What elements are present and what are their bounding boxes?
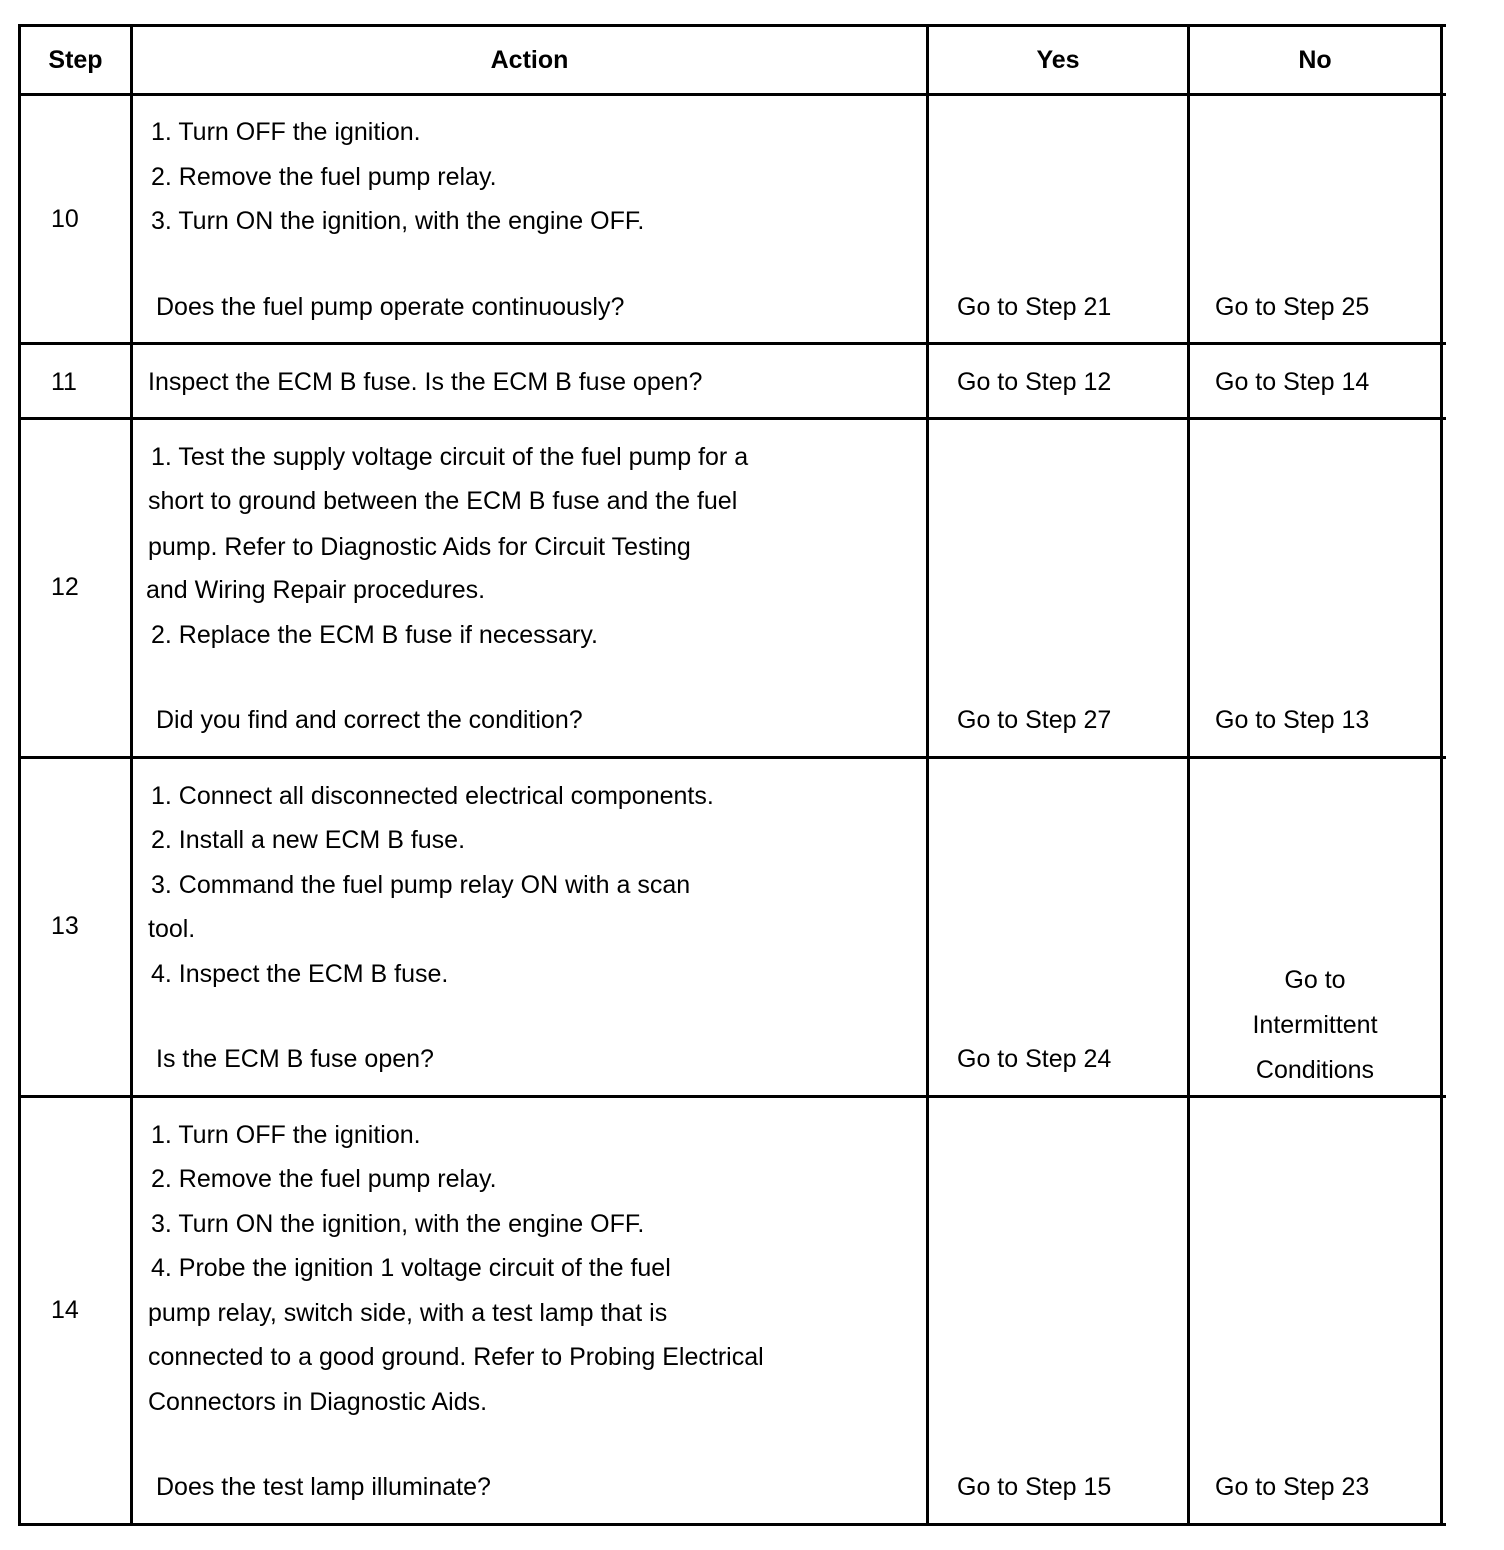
step-number: 12: [51, 573, 79, 601]
no-result-line: Conditions: [1255, 1056, 1375, 1084]
action-line: 4. Inspect the ECM B fuse.: [151, 960, 449, 988]
action-line: connected to a good ground. Refer to Probing Electrical: [148, 1343, 764, 1371]
yes-result: Go to Step 12: [957, 368, 1112, 396]
action-line: tool.: [148, 915, 196, 943]
row-divider: [18, 342, 1446, 345]
row-divider: [18, 417, 1446, 420]
action-line: and Wiring Repair procedures.: [146, 576, 486, 604]
action-line: 4. Probe the ignition 1 voltage circuit of the fuel: [151, 1254, 671, 1282]
action-line: Inspect the ECM B fuse. Is the ECM B fuse open?: [148, 368, 703, 396]
column-divider: [1187, 24, 1190, 1526]
no-result: Go to Step 23: [1215, 1473, 1370, 1501]
row-divider: [18, 1095, 1446, 1098]
header-step: Step: [48, 45, 103, 74]
action-question: Did you find and correct the condition?: [156, 706, 583, 734]
action-line: pump relay, switch side, with a test lamp that is: [148, 1299, 668, 1327]
action-line: 2. Install a new ECM B fuse.: [151, 826, 466, 854]
diagnostic-table: [18, 24, 1446, 1526]
no-result: Go to Step 14: [1215, 368, 1370, 396]
header-action: Action: [490, 45, 569, 74]
action-line: pump. Refer to Diagnostic Aids for Circuit Testing: [148, 533, 691, 561]
action-line: 1. Turn OFF the ignition.: [151, 118, 421, 146]
no-result-line: Intermittent: [1252, 1011, 1378, 1039]
yes-result: Go to Step 15: [957, 1473, 1112, 1501]
column-divider: [130, 24, 133, 1526]
column-divider: [926, 24, 929, 1526]
action-line: 1. Test the supply voltage circuit of the fuel pump for a: [151, 443, 749, 471]
step-number: 13: [51, 912, 79, 940]
action-line: 3. Turn ON the ignition, with the engine OFF.: [151, 1210, 645, 1238]
row-divider: [18, 756, 1446, 759]
no-result-line: Go to: [1284, 966, 1346, 994]
action-question: Does the test lamp illuminate?: [156, 1473, 491, 1501]
action-line: Connectors in Diagnostic Aids.: [148, 1388, 488, 1416]
table-border-bottom: [18, 1523, 1446, 1526]
table-border-left: [18, 24, 21, 1526]
yes-result: Go to Step 21: [957, 293, 1112, 321]
action-line: 3. Command the fuel pump relay ON with a scan: [151, 871, 691, 899]
header-no: No: [1298, 45, 1332, 74]
action-question: Is the ECM B fuse open?: [156, 1045, 434, 1073]
row-divider: [18, 93, 1446, 96]
table-border-right: [1440, 24, 1443, 1526]
yes-result: Go to Step 27: [957, 706, 1112, 734]
action-line: 1. Connect all disconnected electrical components.: [151, 782, 714, 810]
action-line: 3. Turn ON the ignition, with the engine OFF.: [151, 207, 645, 235]
action-question: Does the fuel pump operate continuously?: [156, 293, 625, 321]
step-number: 14: [51, 1296, 79, 1324]
table-header-row: [18, 27, 1446, 93]
action-line: 1. Turn OFF the ignition.: [151, 1121, 421, 1149]
yes-result: Go to Step 24: [957, 1045, 1112, 1073]
header-yes: Yes: [1036, 45, 1080, 74]
step-number: 11: [51, 368, 77, 396]
action-line: 2. Remove the fuel pump relay.: [151, 163, 497, 191]
action-line: 2. Remove the fuel pump relay.: [151, 1165, 497, 1193]
no-result: [1190, 958, 1440, 1093]
action-line: 2. Replace the ECM B fuse if necessary.: [151, 621, 598, 649]
no-result: Go to Step 13: [1215, 706, 1370, 734]
no-result: Go to Step 25: [1215, 293, 1370, 321]
step-number: 10: [51, 205, 79, 233]
action-line: short to ground between the ECM B fuse and the fuel: [148, 487, 738, 515]
